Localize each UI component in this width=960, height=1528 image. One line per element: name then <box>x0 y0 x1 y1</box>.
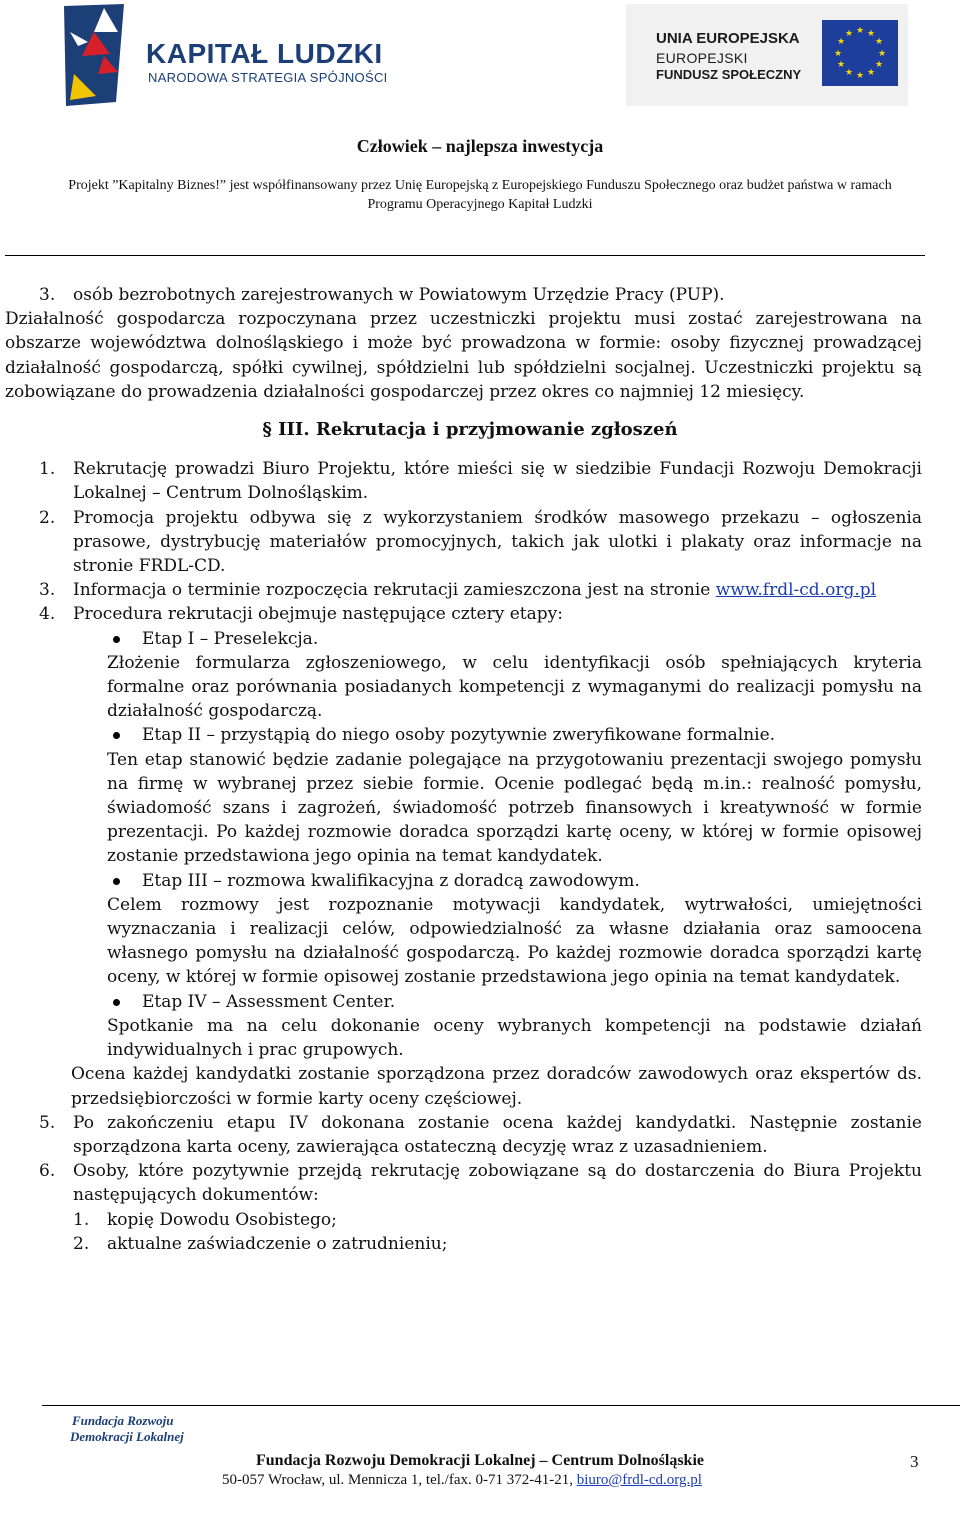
website-link[interactable]: www.frdl-cd.org.pl <box>715 580 877 601</box>
list-item-number: 3. <box>39 285 56 305</box>
list-item-text: kopię Dowodu Osobistego; <box>107 1209 337 1230</box>
page-number: 3 <box>910 1452 919 1471</box>
svg-text:★: ★ <box>844 68 854 78</box>
stage-title: Etap I – Preselekcja. <box>142 628 319 649</box>
footer-address <box>222 1472 702 1489</box>
bullet-icon <box>113 636 120 643</box>
section-heading: § III. Rekrutacja i przyjmowanie zgłoszeń <box>262 419 678 441</box>
bullet-icon <box>113 732 120 739</box>
list-item <box>0 283 960 307</box>
svg-text:★: ★ <box>833 49 843 59</box>
list-item <box>0 602 960 626</box>
kapital-ludzki-subtitle: NARODOWA STRATEGIA SPÓJNOŚCI <box>148 70 388 85</box>
bullet-icon <box>113 999 120 1006</box>
svg-text:★: ★ <box>874 60 884 70</box>
project-info-line1: Projekt ”Kapitalny Biznes!” jest współfinansowany przez Unię Europejską z Europejskiego Funduszu Społecznego oraz budżet państwa w ramach <box>68 178 892 193</box>
document-item <box>0 1208 960 1232</box>
svg-text:★: ★ <box>866 29 876 39</box>
eu-logo-line2: EUROPEJSKI <box>656 50 748 66</box>
eu-flag-icon <box>822 20 898 86</box>
header-divider <box>5 255 925 256</box>
footer-logo-line2: Demokracji Lokalnej <box>70 1429 184 1444</box>
list-item-text: Po zakończeniu etapu IV dokonana zostanie ocena każdej kandydatki. Następnie zostanie sporządzona karta oceny, zawierająca ostateczną decyzję wraz z uzasadnieniem. <box>73 1112 922 1157</box>
list-item-text: Informacja o terminie rozpoczęcia rekrutacji zamieszczona jest na stronie <box>73 580 716 601</box>
svg-text:★: ★ <box>855 71 865 81</box>
svg-text:★: ★ <box>836 60 846 70</box>
list-item-text: aktualne zaświadczenie o zatrudnieniu; <box>107 1233 448 1254</box>
list-item-number: 2. <box>39 507 56 528</box>
list-item-number: 2. <box>73 1233 90 1254</box>
list-item-number: 5. <box>39 1112 56 1133</box>
assessment-note: Ocena każdej kandydatki zostanie sporządzona przez doradców zawodowych oraz ekspertów ds. przedsiębiorczości w formie karty oceny częściowej. <box>71 1064 922 1109</box>
kapital-ludzki-emblem-icon <box>58 2 144 110</box>
list-item-text: osób bezrobotnych zarejestrowanych w Powiatowym Urzędzie Pracy (PUP). <box>73 285 725 305</box>
list-item-number: 3. <box>39 580 56 601</box>
stage-description: Ten etap stanowić będzie zadanie polegające na przygotowaniu prezentacji swojego pomysłu na firmę w wybranej przez siebie formie. Ocenie podlegać będą m.in.: realność pomysłu, świadomość szans i zagrożeń, świadomość potrzeb finansowych i kreatywność w formie prezentacji. Po każdej rozmowie doradca sporządzi kartę oceny, w której w formie opisowej zostanie przedstawiona jego opinia na temat kandydatek. <box>107 749 922 867</box>
svg-text:★: ★ <box>866 68 876 78</box>
document-body <box>0 283 960 1256</box>
footer-email-link[interactable]: biuro@frdl-cd.org.pl <box>576 1472 702 1488</box>
list-item <box>0 457 960 505</box>
list-item <box>0 1111 960 1159</box>
footer-org-name: Fundacja Rozwoju Demokracji Lokalnej – Centrum Dolnośląskie <box>256 1452 704 1469</box>
project-info-line2: Programu Operacyjnego Kapitał Ludzki <box>367 197 593 212</box>
stage-item <box>0 723 960 747</box>
eu-logo-line1: UNIA EUROPEJSKA <box>656 30 800 47</box>
svg-text:★: ★ <box>844 29 854 39</box>
svg-text:★: ★ <box>877 49 887 59</box>
motto: Człowiek – najlepsza inwestycja <box>356 136 604 156</box>
document-item <box>0 1232 960 1256</box>
list-item <box>0 578 960 602</box>
stage-description: Spotkanie ma na celu dokonanie oceny wybranych kompetencji na podstawie działań indywidualnych i prac grupowych. <box>107 1015 922 1061</box>
paragraph: Działalność gospodarcza rozpoczynana przez uczestniczki projektu musi zostać zarejestrowana na obszarze województwa dolnośląskiego i może być prowadzona w formie: osoby fizycznej prowadzącej działalność gospodarczą, spółki cywilnej, spółdzielni lub spółdzielni socjalnej. Uczestniczki projektu są zobowiązane do prowadzenia działalności gospodarczej przez okres co najmniej 12 miesięcy. <box>5 309 922 402</box>
list-item-number: 1. <box>39 459 56 480</box>
stage-title: Etap III – rozmowa kwalifikacyjna z doradcą zawodowym. <box>142 870 640 891</box>
eu-logo <box>626 4 908 106</box>
stage-item <box>0 990 960 1014</box>
svg-text:★: ★ <box>836 37 846 47</box>
stage-description: Celem rozmowy jest rozpoznanie motywacji kandydatek, wytrwałości, umiejętności wyznaczania i realizacji celów, odpowiedzialność za własne działania oraz samoocena własnego pomysłu na działalność gospodarczą. Po każdej rozmowie doradca sporządzi kartę oceny, w której w formie opisowej zostanie przedstawiona jego opinia na temat kandydatek. <box>107 894 922 988</box>
svg-text:★: ★ <box>874 37 884 47</box>
stage-title: Etap IV – Assessment Center. <box>142 991 396 1012</box>
footer-logo-line1: Fundacja Rozwoju <box>72 1413 174 1428</box>
list-item <box>0 1159 960 1207</box>
list-item-number: 4. <box>39 604 56 625</box>
list-item-number: 6. <box>39 1161 56 1182</box>
list-item-text: Rekrutację prowadzi Biuro Projektu, które mieści się w siedzibie Fundacji Rozwoju Demokracji Lokalnej – Centrum Dolnośląskim. <box>73 459 922 504</box>
svg-text:★: ★ <box>855 26 865 36</box>
footer-divider <box>42 1405 960 1406</box>
kapital-ludzki-logo <box>58 2 398 110</box>
footer-address-text: 50-057 Wrocław, ul. Mennicza 1, tel./fax. 0-71 372-41-21, <box>222 1472 577 1488</box>
bullet-icon <box>113 878 120 885</box>
stage-item <box>0 869 960 893</box>
stage-description: Złożenie formularza zgłoszeniowego, w celu identyfikacji osób spełniających kryteria formalne oraz porównania posiadanych kompetencji z wymaganymi do realizacji pomysłu na działalność gospodarczą. <box>107 652 922 722</box>
stage-title: Etap II – przystąpią do niego osoby pozytywnie zweryfikowane formalnie. <box>142 725 776 746</box>
list-item-text: Promocja projektu odbywa się z wykorzystaniem środków masowego przekazu – ogłoszenia prasowe, dystrybucję materiałów promocyjnych, takich jak ulotki i plakaty oraz informacje na stronie FRDL-CD. <box>73 507 922 577</box>
list-item <box>0 506 960 579</box>
list-item-text: Osoby, które pozytywnie przejdą rekrutację zobowiązane są do dostarczenia do Biura Projektu następujących dokumentów: <box>73 1161 922 1206</box>
eu-logo-line3: FUNDUSZ SPOŁECZNY <box>656 67 802 82</box>
kapital-ludzki-title: KAPITAŁ LUDZKI <box>146 38 383 69</box>
list-item-text: Procedura rekrutacji obejmuje następujące cztery etapy: <box>73 604 563 625</box>
stage-item <box>0 627 960 651</box>
list-item-number: 1. <box>73 1209 90 1230</box>
